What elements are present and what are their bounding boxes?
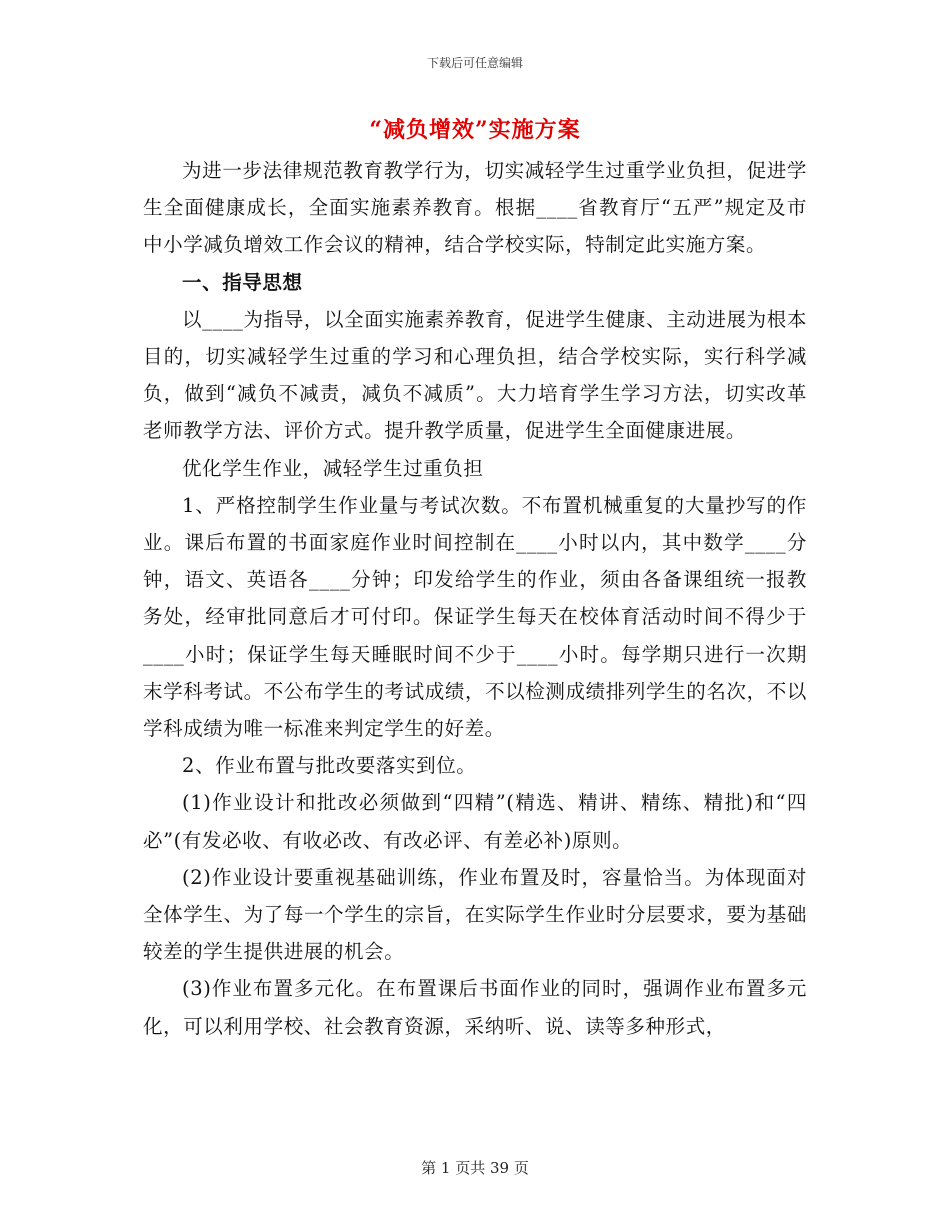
page-header: 下载后可任意编辑 [426,56,523,70]
paragraph: 2、作业布置与批改要落实到位。 [182,754,477,778]
page-footer: 第 1 页共 39 页 [421,1159,529,1177]
paragraph: 以____为指导，以全面实施素养教育，促进学生健康、主动进展为根本目的，切实减轻学生过重的学习和心理负担，结合学校实际，实行科学减负，做到“减负不减责，减负不减质”。大力培育学生学习方法，切实改革老师教学方法、评价方式。提升教学质量，促进学生全面健康进展。 [143,307,807,443]
paragraph: (1)作业设计和批改必须做到“四精”(精选、精讲、精练、精批)和“四必”(有发必收、有收必改、有改必评、有差必补)原则。 [143,791,807,852]
document-body [143,152,807,1045]
document-title: “减负增效”实施方案 [369,117,581,143]
paragraph: 优化学生作业，减轻学生过重负担 [182,456,484,480]
paragraph: (3)作业布置多元化。在布置课后书面作业的同时，强调作业布置多元化，可以利用学校、社会教育资源，采纳听、说、读等多种形式， [143,977,807,1038]
paragraph: 1、严格控制学生作业量与考试次数。不布置机械重复的大量抄写的作业。课后布置的书面家庭作业时间控制在____小时以内，其中数学____分钟，语文、英语各____分钟；印发给学生的作业，须由各备课组统一报教务处，经审批同意后才可付印。保证学生每天在校体育活动时间不得少于____小时；保证学生每天睡眠时间不少于____小时。每学期只进行一次期末学科考试。不公布学生的考试成绩，不以检测成绩排列学生的名次，不以学科成绩为唯一标准来判定学生的好差。 [143,493,807,741]
paragraph: 为进一步法律规范教育教学行为，切实减轻学生过重学业负担，促进学生全面健康成长，全面实施素养教育。根据____省教育厅“五严”规定及市中小学减负增效工作会议的精神，结合学校实际，特制定此实施方案。 [143,159,807,257]
paragraph: (2)作业设计要重视基础训练，作业布置及时，容量恰当。为体现面对全体学生、为了每一个学生的宗旨，在实际学生作业时分层要求，要为基础较差的学生提供进展的机会。 [143,865,807,964]
section-heading: 一、指导思想 [182,270,303,294]
